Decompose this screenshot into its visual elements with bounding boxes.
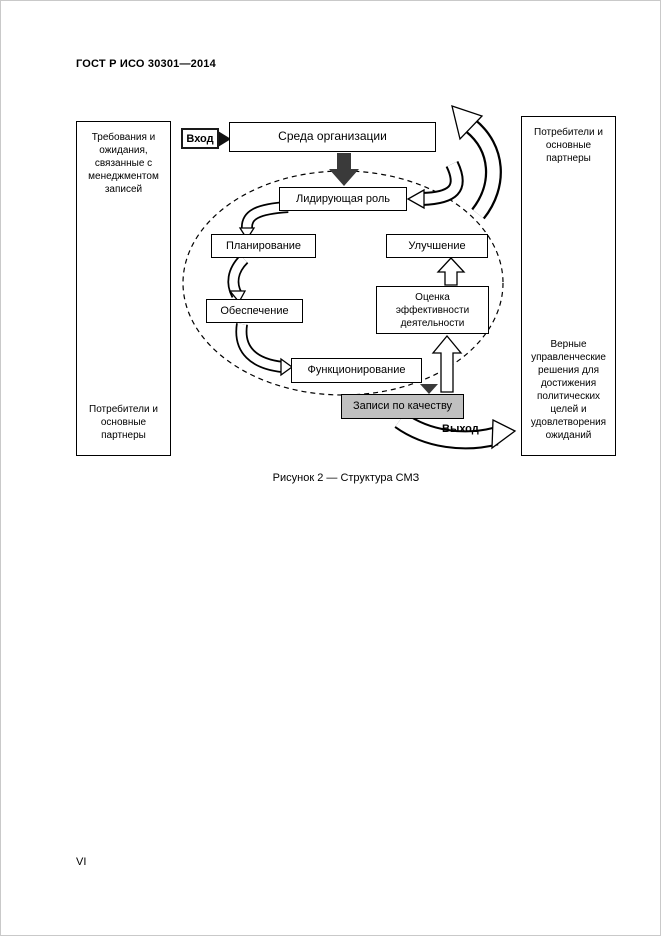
document-header: ГОСТ Р ИСО 30301—2014 xyxy=(76,58,216,70)
node-environment: Среда организации xyxy=(229,122,436,152)
operation-to-evaluation-arrow-icon xyxy=(433,336,461,392)
into-leadership-arrow-icon xyxy=(408,164,457,208)
figure-caption: Рисунок 2 — Структура СМЗ xyxy=(272,472,420,484)
feedback-up-arrow-icon xyxy=(452,106,493,214)
right-panel-top-text: Потребители и основные партнеры xyxy=(534,127,603,164)
output-label: Выход xyxy=(442,423,479,435)
evaluation-to-improvement-arrow-icon xyxy=(438,258,464,285)
support-to-operation-arrow-icon xyxy=(241,324,292,375)
node-evaluation: Оценка эффективности деятельности xyxy=(376,286,489,334)
node-leadership: Лидирующая роль xyxy=(279,187,407,211)
operation-to-records-arrow-icon xyxy=(420,384,438,394)
node-improvement: Улучшение xyxy=(386,234,488,258)
node-support: Обеспечение xyxy=(206,299,303,323)
left-panel-top-text: Требования и ожидания, связанные с менеджментом записей xyxy=(88,132,159,195)
page-number: VI xyxy=(76,856,87,868)
environment-to-leadership-arrow-icon xyxy=(329,153,359,186)
right-stakeholders-panel xyxy=(521,116,616,456)
node-operation: Функционирование xyxy=(291,358,422,383)
left-panel-bottom-text: Потребители и основные партнеры xyxy=(89,404,158,441)
left-stakeholders-panel xyxy=(76,121,171,456)
input-label: Вход xyxy=(181,128,219,149)
node-records: Записи по качеству xyxy=(341,394,464,419)
right-panel-bottom-text: Верные управленческие решения для достижения политических целей и удовлетворения ожиданий xyxy=(530,339,607,441)
node-planning: Планирование xyxy=(211,234,316,258)
planning-to-support-arrow-icon xyxy=(230,259,245,302)
